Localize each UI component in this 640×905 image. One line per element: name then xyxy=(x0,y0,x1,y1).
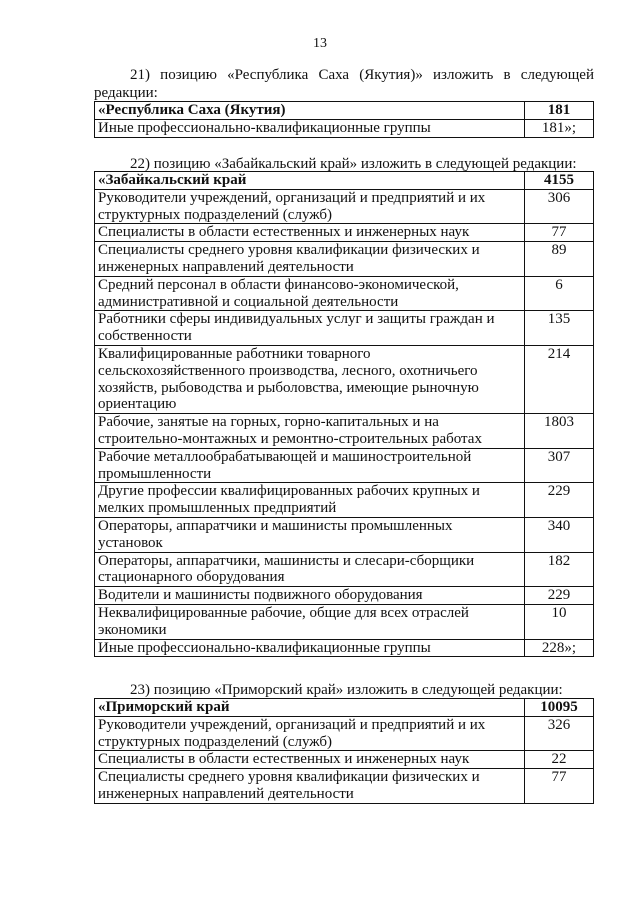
row-value: 4155 xyxy=(525,172,594,190)
row-value: 307 xyxy=(525,448,594,483)
row-label: Рабочие, занятые на горных, горно-капитальных и на строительно-монтажных и ремонтно-строительных работах xyxy=(95,414,525,449)
row-value: 89 xyxy=(525,242,594,277)
table-row xyxy=(95,189,594,224)
row-value: 135 xyxy=(525,311,594,346)
table-row xyxy=(95,345,594,413)
row-value: 10095 xyxy=(525,699,594,717)
table-row xyxy=(95,587,594,605)
row-label: Средний персонал в области финансово-экономической, административной и социальной деятельности xyxy=(95,276,525,311)
row-label: Операторы, аппаратчики, машинисты и слесари-сборщики стационарного оборудования xyxy=(95,552,525,587)
row-value: 229 xyxy=(525,587,594,605)
row-value: 340 xyxy=(525,517,594,552)
table-row xyxy=(95,604,594,639)
table-row xyxy=(95,639,594,657)
row-value: 326 xyxy=(525,716,594,751)
table-row xyxy=(95,414,594,449)
row-label: Операторы, аппаратчики и машинисты промышленных установок xyxy=(95,517,525,552)
table-row xyxy=(95,276,594,311)
row-label: Водители и машинисты подвижного оборудования xyxy=(95,587,525,605)
section-21-intro: 21) позицию «Республика Саха (Якутия)» изложить в следующей редакции: xyxy=(94,67,594,101)
row-value: 181»; xyxy=(525,119,594,137)
row-label: Специалисты среднего уровня квалификации физических и инженерных направлений деятельности xyxy=(95,769,525,804)
row-value: 77 xyxy=(525,224,594,242)
table-head-row xyxy=(95,102,594,120)
row-value: 182 xyxy=(525,552,594,587)
section-21-table xyxy=(94,101,594,138)
row-label: «Забайкальский край xyxy=(95,172,525,190)
row-label: Специалисты среднего уровня квалификации физических и инженерных направлений деятельности xyxy=(95,242,525,277)
table-row xyxy=(95,119,594,137)
table-row xyxy=(95,242,594,277)
row-label: Работники сферы индивидуальных услуг и защиты граждан и собственности xyxy=(95,311,525,346)
table-row xyxy=(95,448,594,483)
row-value: 10 xyxy=(525,604,594,639)
row-label: Неквалифицированные рабочие, общие для всех отраслей экономики xyxy=(95,604,525,639)
table-row xyxy=(95,716,594,751)
row-value: 306 xyxy=(525,189,594,224)
section-22-intro: 22) позицию «Забайкальский край» изложить в следующей редакции: xyxy=(130,156,577,172)
row-label: «Приморский край xyxy=(95,699,525,717)
section-23-table xyxy=(94,698,594,804)
row-label: Иные профессионально-квалификационные группы xyxy=(95,119,525,137)
table-row xyxy=(95,751,594,769)
table-row xyxy=(95,517,594,552)
row-label: Руководители учреждений, организаций и предприятий и их структурных подразделений (служб) xyxy=(95,189,525,224)
section-23-intro: 23) позицию «Приморский край» изложить в следующей редакции: xyxy=(130,682,563,698)
row-value: 1803 xyxy=(525,414,594,449)
row-value: 77 xyxy=(525,769,594,804)
table-head-row xyxy=(95,699,594,717)
table-row xyxy=(95,311,594,346)
row-label: Рабочие металлообрабатывающей и машиностроительной промышленности xyxy=(95,448,525,483)
row-label: Специалисты в области естественных и инженерных наук xyxy=(95,751,525,769)
table-head-row xyxy=(95,172,594,190)
row-label: Специалисты в области естественных и инженерных наук xyxy=(95,224,525,242)
row-value: 214 xyxy=(525,345,594,413)
row-label: Другие профессии квалифицированных рабочих крупных и мелких промышленных предприятий xyxy=(95,483,525,518)
row-label: Руководители учреждений, организаций и предприятий и их структурных подразделений (служб) xyxy=(95,716,525,751)
page-number: 13 xyxy=(313,36,327,51)
row-value: 22 xyxy=(525,751,594,769)
row-value: 229 xyxy=(525,483,594,518)
table-row xyxy=(95,483,594,518)
row-value: 181 xyxy=(525,102,594,120)
table-row xyxy=(95,552,594,587)
row-label: Квалифицированные работники товарного сельскохозяйственного производства, лесного, охотничьего хозяйств, рыбоводства и рыболовства, имеющие рыночную ориентацию xyxy=(95,345,525,413)
row-value: 6 xyxy=(525,276,594,311)
row-label: «Республика Саха (Якутия) xyxy=(95,102,525,120)
table-row xyxy=(95,769,594,804)
row-label: Иные профессионально-квалификационные группы xyxy=(95,639,525,657)
table-row xyxy=(95,224,594,242)
row-value: 228»; xyxy=(525,639,594,657)
section-22-table xyxy=(94,171,594,657)
